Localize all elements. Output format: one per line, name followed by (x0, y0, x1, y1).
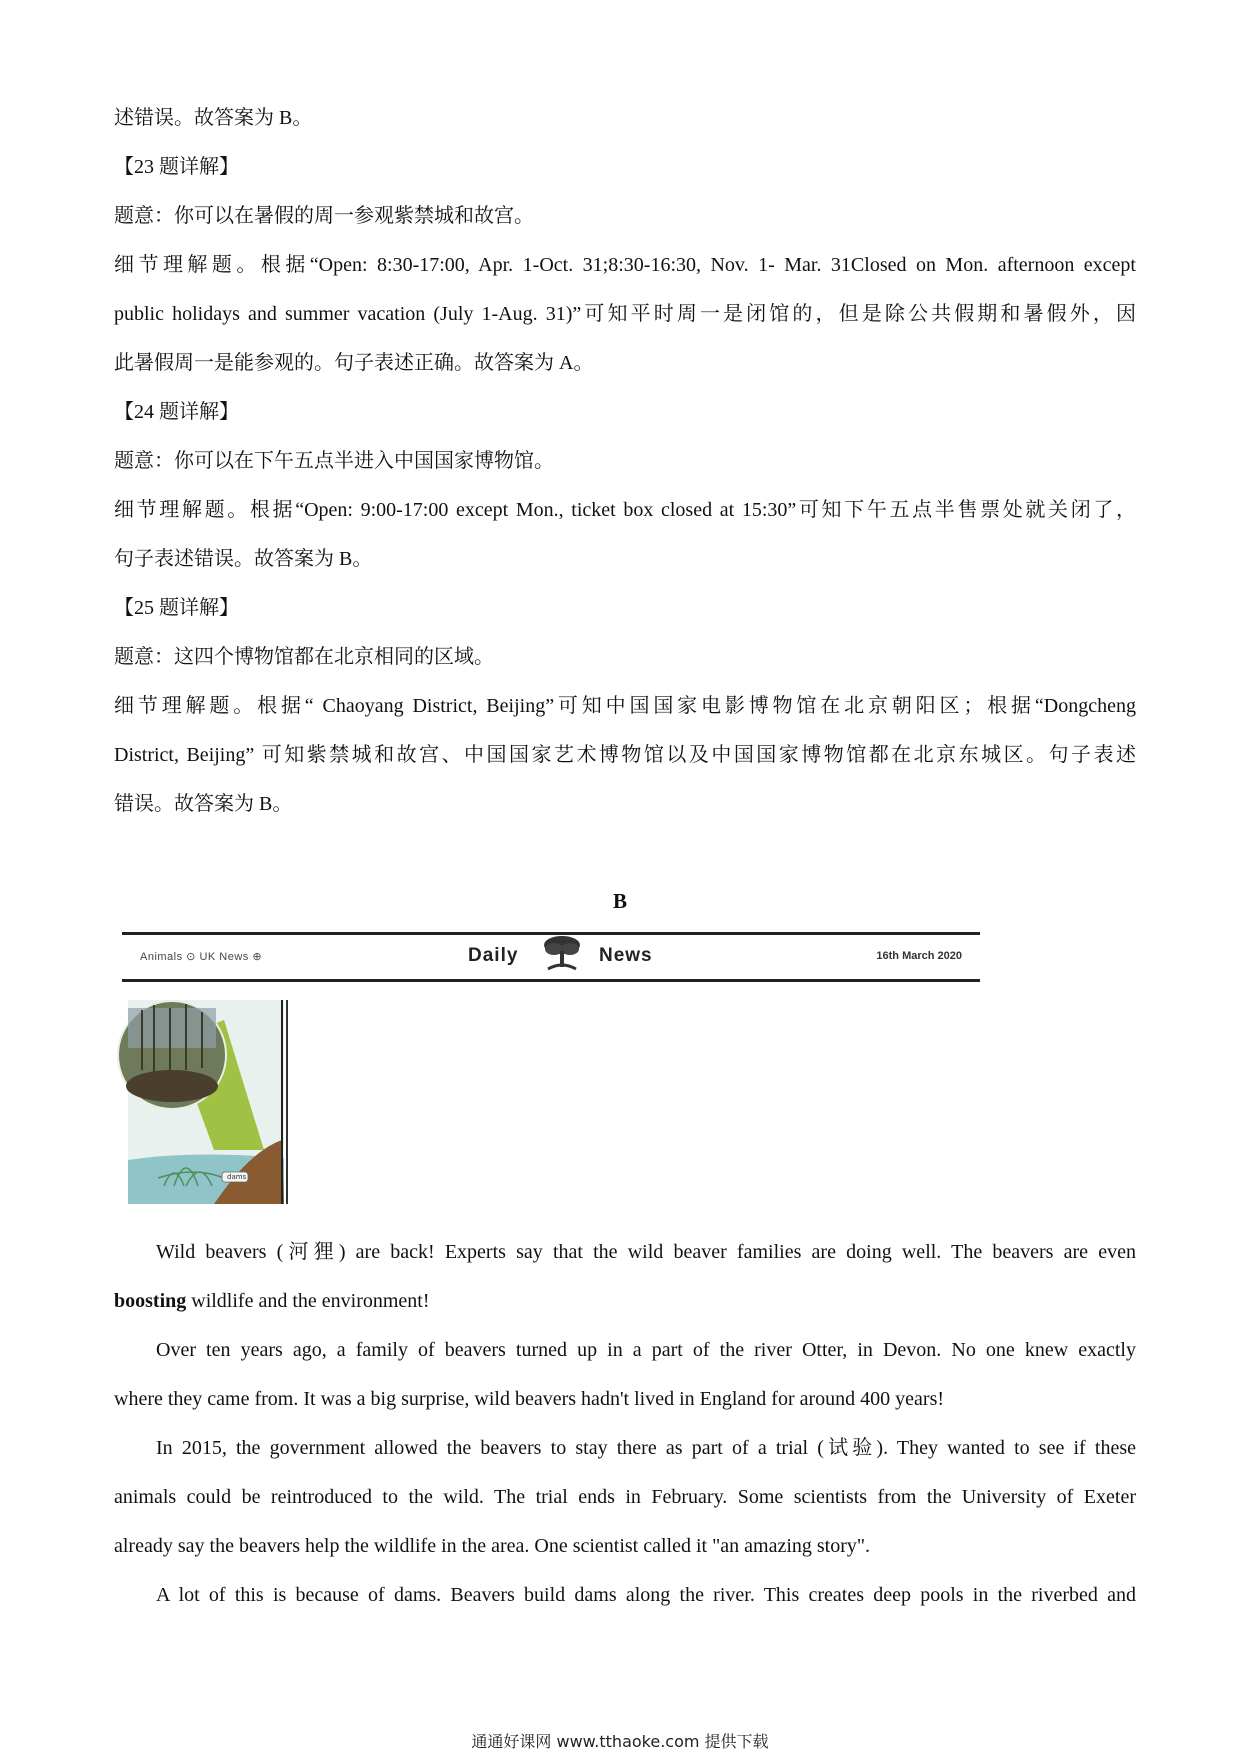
text-line: 句子表述错误。故答案为 B。 (114, 548, 373, 570)
text-line: 此暑假周一是能参观的。句子表述正确。故答案为 A。 (114, 352, 594, 374)
question-heading: 【24 题详解】 (114, 401, 239, 423)
masthead-date: 16th March 2020 (876, 950, 962, 962)
text-line: District, Beijing” 可知紫禁城和故宫、中国国家艺术博物馆以及中国国家博物馆都在北京东城区。句子表述 (114, 744, 1136, 766)
section-label: B (612, 889, 627, 913)
text-line: 细节理解题。根据“ Chaoyang District, Beijing”可知中国国家电影博物馆在北京朝阳区；根据“Dongcheng (114, 695, 1136, 717)
newspaper-masthead (122, 932, 980, 982)
text-line: public holidays and summer vacation (July 1-Aug. 31)”可知平时周一是闭馆的，但是除公共假期和暑假外，因 (114, 303, 1136, 325)
text-line: 题意：你可以在暑假的周一参观紫禁城和故宫。 (114, 205, 534, 227)
question-heading: 【23 题详解】 (114, 156, 239, 178)
text-line: 细节理解题。根据“Open: 8:30-17:00, Apr. 1-Oct. 31;8:30-16:30, Nov. 1- Mar. 31Closed on Mon. afternoon except (114, 254, 1136, 276)
article-line (114, 1286, 1136, 1316)
text-line: 述错误。故答案为 B。 (114, 107, 313, 129)
question-heading: 【25 题详解】 (114, 597, 239, 619)
page-footer: 通通好课网 www.tthaoke.com 提供下载 (471, 1732, 769, 1751)
article-text: wildlife and the environment! (186, 1290, 430, 1312)
dams-label: dams (227, 1173, 247, 1181)
article-line: A lot of this is because of dams. Beavers build dams along the river. This creates deep pools in the riverbed and (156, 1584, 1136, 1606)
article-line: where they came from. It was a big surprise, wild beavers hadn't lived in England for around 400 years! (114, 1388, 945, 1410)
text-line: 错误。故答案为 B。 (114, 793, 293, 815)
masthead-sections: Animals ⊙ UK News ⊕ (140, 951, 263, 963)
bold-word: boosting (114, 1290, 187, 1312)
article-line: Wild beavers (河狸) are back! Experts say that the wild beaver families are doing well. The beavers are even (156, 1241, 1136, 1263)
text-line: 题意：你可以在下午五点半进入中国国家博物馆。 (114, 450, 554, 472)
tree-logo-icon (540, 933, 584, 973)
text-line: 题意：这四个博物馆都在北京相同的区域。 (114, 646, 494, 668)
article-line: already say the beavers help the wildlife in the area. One scientist called it "an amazing story". (114, 1535, 871, 1557)
beaver-dam-illustration (114, 1000, 288, 1204)
text-line: 细节理解题。根据“Open: 9:00-17:00 except Mon., ticket box closed at 15:30”可知下午五点半售票处就关闭了， (114, 499, 1136, 521)
masthead-title-right: News (598, 945, 653, 966)
article-line: In 2015, the government allowed the beavers to stay there as part of a trial (试验). They wanted to see if these (156, 1437, 1136, 1459)
article-line: Over ten years ago, a family of beavers turned up in a part of the river Otter, in Devon. No one knew exactly (156, 1339, 1136, 1361)
masthead-title-left: Daily (468, 945, 519, 966)
article-line: animals could be reintroduced to the wild. The trial ends in February. Some scientists from the University of Exeter (114, 1486, 1136, 1508)
